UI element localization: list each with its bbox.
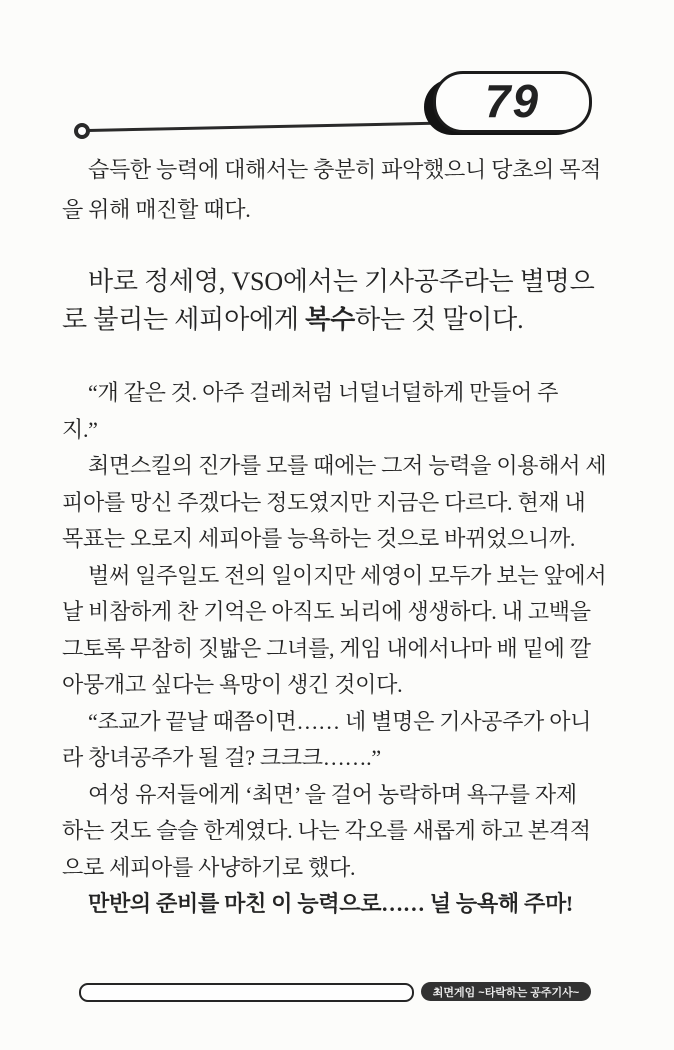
text-line: “조교가 끝날 때쯤이면…… 네 별명은 기사공주가 아니 (88, 708, 592, 734)
paragraph-gap (62, 230, 614, 263)
paragraph-gap (62, 339, 614, 375)
text-line-bold: 만반의 준비를 마친 이 능력으로…… 널 능욕해 주마! (88, 891, 573, 916)
paragraph-emphasis (62, 263, 614, 339)
text-line: 피아를 망신 주겠다는 정도였지만 지금은 다르다. 현재 내 (62, 489, 586, 515)
text-line: 라 창녀공주가 될 걸? 크크크…….” (62, 745, 381, 770)
text-line: 습득한 능력에 대해서는 충분히 파악했으니 당초의 목적 (88, 157, 602, 182)
text-line: “개 같은 것. 아주 걸레처럼 너덜너덜하게 만들어 주 (88, 380, 559, 405)
paragraph (62, 150, 614, 230)
paragraph-block (62, 375, 614, 923)
series-title: 최면게임 ~타락하는 공주기사~ (432, 986, 580, 999)
text-line: 날 비참하게 찬 기억은 아직도 뇌리에 생생하다. 내 고백을 (62, 599, 591, 624)
text-line: 을 위해 매진할 때다. (62, 197, 251, 222)
text-line (62, 301, 614, 339)
text-line: 바로 정세영, VSO에서는 기사공주라는 별명으 (88, 267, 595, 296)
text-line: 지.” (62, 416, 98, 442)
series-title-badge (421, 982, 591, 1001)
page-text (62, 150, 614, 923)
text-line: 벌써 일주일도 전의 일이지만 세영이 모두가 보는 앞에서 (88, 562, 607, 588)
text-segment: 로 불리는 세피아에게 (62, 305, 306, 334)
page-number-badge (433, 71, 592, 133)
text-line: 하는 것도 슬슬 한계였다. 나는 각오를 새롭게 하고 본격적 (62, 818, 591, 843)
text-line: 아뭉개고 싶다는 욕망이 생긴 것이다. (62, 672, 403, 697)
text-segment: 하는 것 말이다. (355, 305, 524, 334)
page-number: 79 (484, 75, 541, 127)
footer-empty-pill (79, 983, 414, 1002)
text-line: 으로 세피아를 사냥하기로 했다. (62, 854, 356, 880)
text-line: 그토록 무참히 짓밟은 그녀를, 게임 내에서나마 배 밑에 깔 (62, 635, 591, 661)
text-line: 최면스킬의 진가를 모를 때에는 그저 능력을 이용해서 세 (88, 453, 607, 478)
text-line: 여성 유저들에게 ‘최면’ 을 걸어 농락하며 욕구를 자제 (88, 781, 577, 807)
bold-text-segment: 복수 (305, 305, 355, 334)
header-rule (88, 121, 456, 132)
text-line: 목표는 오로지 세피아를 능욕하는 것으로 바뀌었으니까. (62, 526, 576, 551)
